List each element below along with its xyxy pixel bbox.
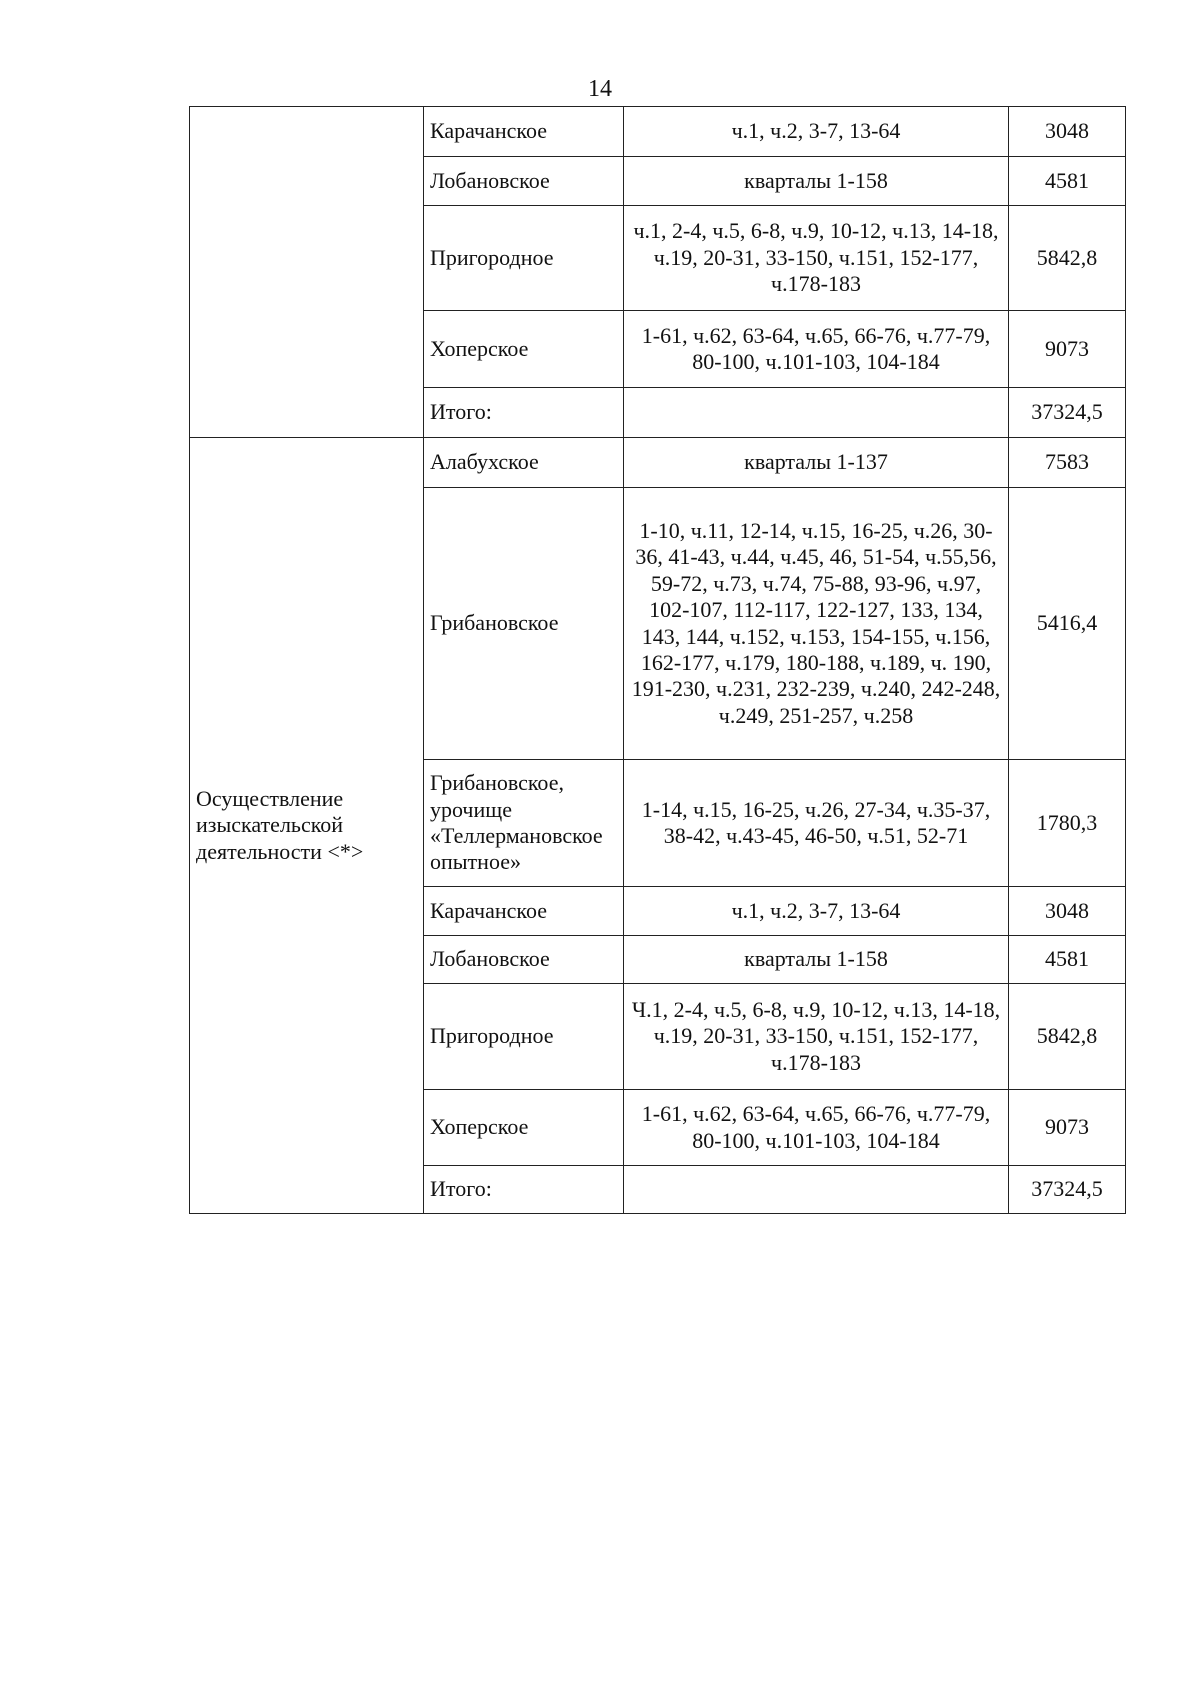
district-cell: Грибановское	[424, 488, 624, 760]
quarters-cell: ч.1, ч.2, 3-7, 13-64	[624, 887, 1009, 936]
area-cell: 5842,8	[1009, 206, 1126, 311]
district-cell: Хоперское	[424, 1090, 624, 1166]
district-cell: Карачанское	[424, 107, 624, 157]
quarters-cell-empty	[624, 388, 1009, 438]
district-cell: Хоперское	[424, 311, 624, 388]
area-cell: 1780,3	[1009, 760, 1126, 887]
area-cell: 4581	[1009, 157, 1126, 206]
quarters-cell: 1-10, ч.11, 12-14, ч.15, 16-25, ч.26, 30-36, 41-43, ч.44, ч.45, 46, 51-54, ч.55,56, 59-72, ч.73, ч.74, 75-88, 93-96, ч.97, 102-107, 112-117, 122-127, 133, 134, 143, 144, ч.152, ч.153, 154-155, ч.156, 162-177, ч.179, 180-188, ч.189, ч. 190, 191-230, ч.231, 232-239, ч.240, 242-248, ч.249, 251-257, ч.258	[624, 488, 1009, 760]
quarters-cell: кварталы 1-158	[624, 157, 1009, 206]
district-cell: Грибановское, урочище «Теллермановское опытное»	[424, 760, 624, 887]
activity-cell: Осуществление изыскательской деятельности <*>	[190, 438, 424, 1214]
total-value: 37324,5	[1009, 388, 1126, 438]
area-cell: 3048	[1009, 107, 1126, 157]
quarters-cell: 1-61, ч.62, 63-64, ч.65, 66-76, ч.77-79, 80-100, ч.101-103, 104-184	[624, 1090, 1009, 1166]
table-row	[190, 107, 1126, 157]
district-cell: Лобановское	[424, 936, 624, 984]
quarters-cell: кварталы 1-137	[624, 438, 1009, 488]
quarters-cell: 1-14, ч.15, 16-25, ч.26, 27-34, ч.35-37, 38-42, ч.43-45, 46-50, ч.51, 52-71	[624, 760, 1009, 887]
district-cell: Пригородное	[424, 206, 624, 311]
quarters-cell-empty	[624, 1166, 1009, 1214]
district-cell: Карачанское	[424, 887, 624, 936]
total-label: Итого:	[424, 1166, 624, 1214]
area-cell: 3048	[1009, 887, 1126, 936]
quarters-cell: ч.1, ч.2, 3-7, 13-64	[624, 107, 1009, 157]
table-row	[190, 438, 1126, 488]
activity-cell-empty	[190, 107, 424, 438]
quarters-cell: Ч.1, 2-4, ч.5, 6-8, ч.9, 10-12, ч.13, 14-18, ч.19, 20-31, 33-150, ч.151, 152-177, ч.178-183	[624, 984, 1009, 1090]
area-cell: 9073	[1009, 1090, 1126, 1166]
quarters-cell: ч.1, 2-4, ч.5, 6-8, ч.9, 10-12, ч.13, 14-18, ч.19, 20-31, 33-150, ч.151, 152-177, ч.178-183	[624, 206, 1009, 311]
district-cell: Алабухское	[424, 438, 624, 488]
total-value: 37324,5	[1009, 1166, 1126, 1214]
area-cell: 5416,4	[1009, 488, 1126, 760]
area-cell: 5842,8	[1009, 984, 1126, 1090]
quarters-cell: кварталы 1-158	[624, 936, 1009, 984]
district-cell: Лобановское	[424, 157, 624, 206]
district-cell: Пригородное	[424, 984, 624, 1090]
area-cell: 7583	[1009, 438, 1126, 488]
area-cell: 9073	[1009, 311, 1126, 388]
total-label: Итого:	[424, 388, 624, 438]
page-number: 14	[588, 76, 612, 102]
area-cell: 4581	[1009, 936, 1126, 984]
quarters-cell: 1-61, ч.62, 63-64, ч.65, 66-76, ч.77-79, 80-100, ч.101-103, 104-184	[624, 311, 1009, 388]
forest-district-table	[189, 106, 1126, 1214]
